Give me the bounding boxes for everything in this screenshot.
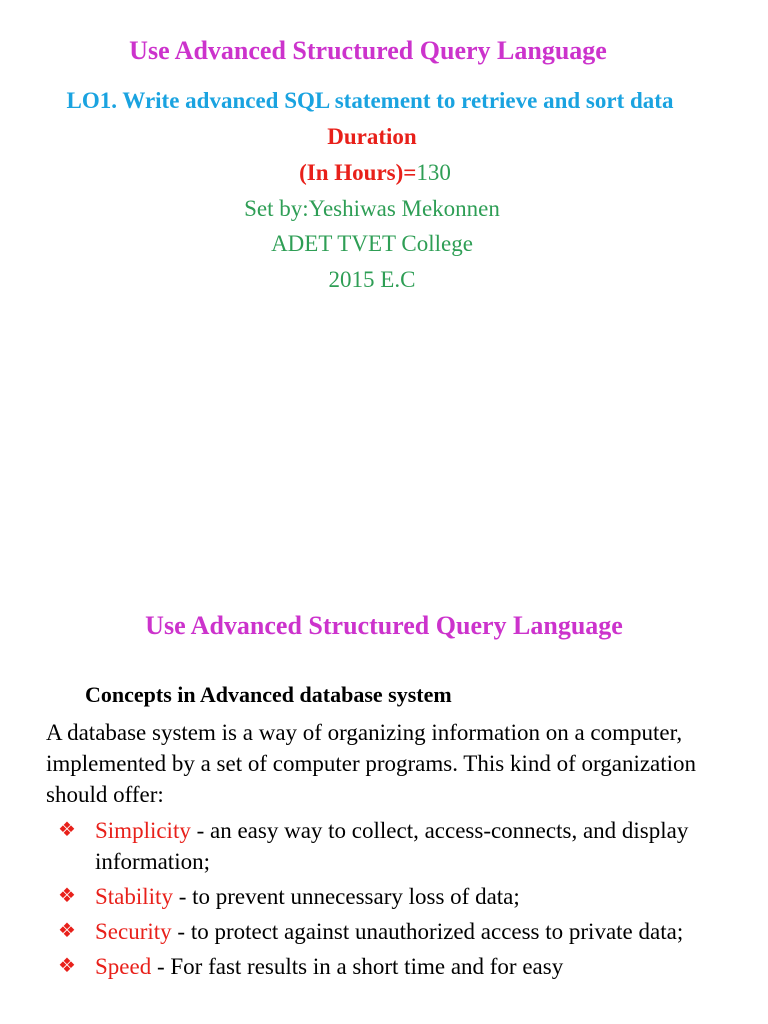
bullet-text: - to protect against unauthorized access to private data; <box>171 919 684 944</box>
diamond-bullet-icon: ❖ <box>58 885 76 907</box>
slide1-title: Use Advanced Structured Query Language <box>129 36 607 65</box>
list-item <box>46 916 751 947</box>
hours-value: 130 <box>416 160 451 185</box>
bullet-text: - to prevent unnecessary loss of data; <box>172 884 520 909</box>
duration-label: Duration <box>327 124 417 149</box>
list-item <box>46 815 751 877</box>
list-item <box>46 951 751 982</box>
bullet-term: Speed <box>95 954 152 979</box>
intro-paragraph: A database system is a way of organizing information on a computer, implemented by a set of computer programs. This kind of organization should offer: <box>46 720 697 807</box>
hours-label: (In Hours)= <box>299 160 417 185</box>
bullet-term: Security <box>95 919 172 944</box>
diamond-bullet-icon: ❖ <box>58 955 76 977</box>
bullet-term: Simplicity <box>95 818 191 843</box>
diamond-bullet-icon: ❖ <box>58 920 76 942</box>
list-item <box>46 881 751 912</box>
year-text: 2015 E.C <box>328 267 416 292</box>
hours-line <box>0 160 750 186</box>
slide2-title: Use Advanced Structured Query Language <box>145 611 623 640</box>
bullet-text: - an easy way to collect, access-connects, and display information; <box>95 818 689 874</box>
diamond-bullet-icon: ❖ <box>58 819 76 841</box>
bullet-term: Stability <box>95 884 173 909</box>
set-by-text: Set by:Yeshiwas Mekonnen <box>244 196 500 221</box>
bullet-list <box>46 815 751 986</box>
bullet-text: - For fast results in a short time and for easy <box>151 954 564 979</box>
slide1-subtitle: LO1. Write advanced SQL statement to retrieve and sort data <box>66 88 674 113</box>
college-name: ADET TVET College <box>271 231 473 256</box>
section-heading: Concepts in Advanced database system <box>85 682 452 707</box>
